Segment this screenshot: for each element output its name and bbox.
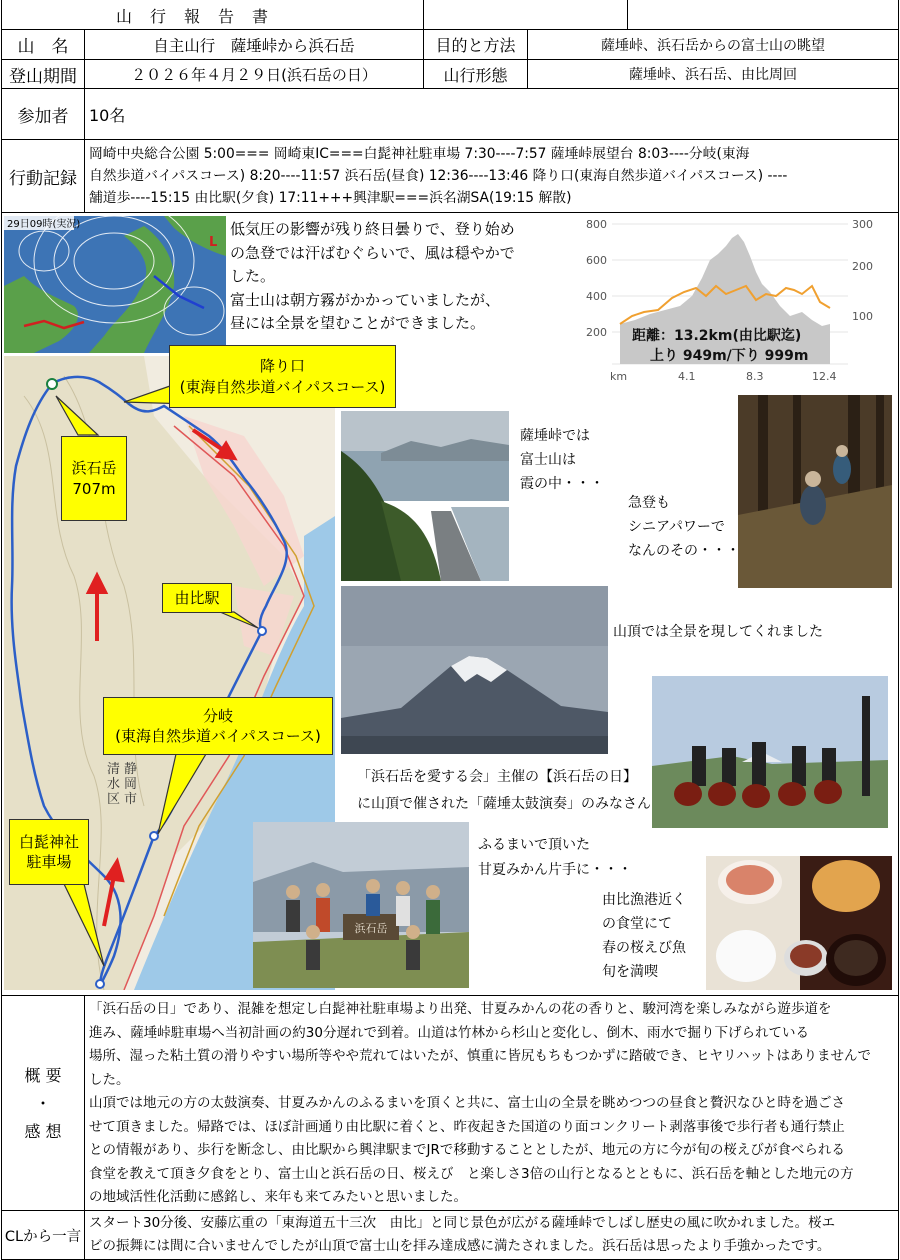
climb-photo xyxy=(738,395,892,588)
callout-station: 由比駅 xyxy=(162,583,232,613)
weather-description: 低気圧の影響が残り終日曇りで、登り始め の急登では汗ばむぐらいで、風は穏やかで した。 富士山は朝方霧がかかっていましたが、 昼には全景を望むことができました。 xyxy=(230,220,515,332)
group-photo xyxy=(253,822,469,988)
mountain-name: 自主山行 薩埵峠から浜石岳 xyxy=(84,29,424,60)
distance-label: 距離：13.2km(由比駅迄) xyxy=(632,328,802,344)
mount-fuji-icon xyxy=(341,586,608,754)
forest-photo-icon xyxy=(738,395,892,588)
label-purpose: 目的と方法 xyxy=(423,29,528,60)
fuji-photo xyxy=(341,586,608,754)
callout-junction: 分岐 (東海自然歩道バイパスコース) xyxy=(103,697,333,755)
summary-text: 「浜石岳の日」であり、混雑を想定し白髭神社駐車場より出発、甘夏みかんの花の香りと、駿河湾を楽しみながら遊歩道を 進み、薩埵峠駐車場へ当初計画の約30分遅れで到着。山道は竹林から杉山と変化し、倒木、雨水で掘り下げられている 場所、湿った粘土質の滑りやすい場所等やや荒れてはいたが、慎重に皆尻もちもつかずに踏破でき、ヒヤリハットはありませんで した。 山頂では地元の方の太鼓演奏、甘夏みかんのふるまいを頂くと共に、富士山の全景を眺めつつの昼食と贅沢なひと時を過ごさ せて頂きました。帰路では、ほぼ計画通り由比駅に着くと、昨夜起きた国道のり面コンクリート剥落事後で歩行者も通行禁止 との情報があり、歩行を断念し、由比駅から興津駅までJRで移動することとしたが、地元の方に今が旬の桜えびが食べられる 食堂を教えて頂き夕食をとり、富士山と浜石岳の日、桜えび と楽しさ3倍の山行となるとともに、浜石岳を軸とした地元の方 の地域活性化活動に感銘し、来年も来てみたいと思いました。 xyxy=(89,1001,872,1205)
svg-text:800: 800 xyxy=(586,218,607,231)
members: 10名 xyxy=(89,106,126,125)
fuji-caption: 山頂では全景を現してくれました xyxy=(613,624,823,640)
svg-text:29日09時(実況): 29日09時(実況) xyxy=(7,219,81,230)
cl-comment-cell xyxy=(84,1210,899,1260)
landscape-photo-icon xyxy=(341,411,509,581)
label-mountain-name: 山 名 xyxy=(1,29,85,60)
label-period: 登山期間 xyxy=(1,59,85,89)
label-cl-comment: CLから一言 xyxy=(1,1210,85,1260)
doc-title: 山 行 報 告 書 xyxy=(116,7,270,26)
callout-descent: 降り口 (東海自然歩道バイパスコース) xyxy=(169,345,396,408)
drum-performance-photo xyxy=(652,676,888,828)
food-photo-icon xyxy=(706,856,892,990)
callout-shrine: 白髭神社 駐車場 xyxy=(9,819,89,885)
district-label: 清 水 区 xyxy=(107,762,121,807)
satta-caption: 薩埵峠では 富士山は 霞の中・・・ xyxy=(520,428,604,492)
form: 薩埵峠、浜石岳、由比周回 xyxy=(527,59,899,89)
purpose: 薩埵峠、浜石岳からの富士山の眺望 xyxy=(527,29,899,60)
svg-text:400: 400 xyxy=(586,290,607,303)
svg-text:300: 300 xyxy=(852,218,873,231)
callout-summit: 浜石岳 707m xyxy=(61,436,127,521)
svg-text:200: 200 xyxy=(852,260,873,273)
cl-comment-text: スタート30分後、安藤広重の「東海道五十三次 由比」と同じ景色が広がる薩埵峠でしばし歴史の風に吹かれました。桜エ ビの振舞には間に合いませんでしたが山頂で富士山を拝み達成感に満たされました。浜石岳は思ったより手強かったです。 xyxy=(89,1215,836,1254)
label-form: 山行形態 xyxy=(423,59,528,89)
summit-sign: 浜石岳 xyxy=(354,922,388,935)
updown-label: 上り 949m/下り 999m xyxy=(650,348,809,364)
food-caption: 由比漁港近く の食堂にて 春の桜えび魚 旬を満喫 xyxy=(602,892,686,980)
label-log: 行動記録 xyxy=(1,139,85,213)
label-members: 参加者 xyxy=(1,88,85,140)
label-summary: 概 要 ・ 感 想 xyxy=(1,995,85,1211)
svg-text:8.3: 8.3 xyxy=(746,370,764,383)
action-log: 岡崎中央総合公園 5:00=== 岡崎東IC===白髭神社駐車場 7:30----7:57 薩埵峠展望台 8:03----分岐(東海 自然歩道バイパスコース) 8:20----11:57 浜石岳(昼食) 12:36----13:46 降り口(東海自然歩道バイパスコース) ---- 舗道歩----15:15 由比駅(夕食) 17:11+++興津駅===浜名湖SA(19:15 解散) xyxy=(89,146,788,206)
group-caption: ふるまいで頂いた 甘夏みかん片手に・・・ xyxy=(478,837,632,878)
svg-text:100: 100 xyxy=(852,310,873,323)
drum-caption: 「浜石岳を愛する会」主催の【浜石岳の日】 に山頂で催された「薩埵太鼓演奏」のみなさん xyxy=(357,769,651,812)
food-photo xyxy=(706,856,892,990)
city-label: 静 岡 市 xyxy=(124,762,138,807)
group-photo-icon xyxy=(253,822,469,988)
period: ２０２６年４月２９日(浜石岳の日） xyxy=(84,59,424,89)
climb-caption: 急登も シニアパワーで なんのその・・・ xyxy=(628,495,740,559)
svg-text:km: km xyxy=(610,370,628,383)
satta-pass-photo xyxy=(341,411,509,581)
drum-photo-icon xyxy=(652,676,888,828)
svg-text:600: 600 xyxy=(586,254,607,267)
summary-cell xyxy=(84,995,899,1211)
svg-text:L: L xyxy=(209,235,218,250)
svg-text:4.1: 4.1 xyxy=(678,370,696,383)
svg-text:200: 200 xyxy=(586,326,607,339)
svg-text:12.4: 12.4 xyxy=(812,370,837,383)
